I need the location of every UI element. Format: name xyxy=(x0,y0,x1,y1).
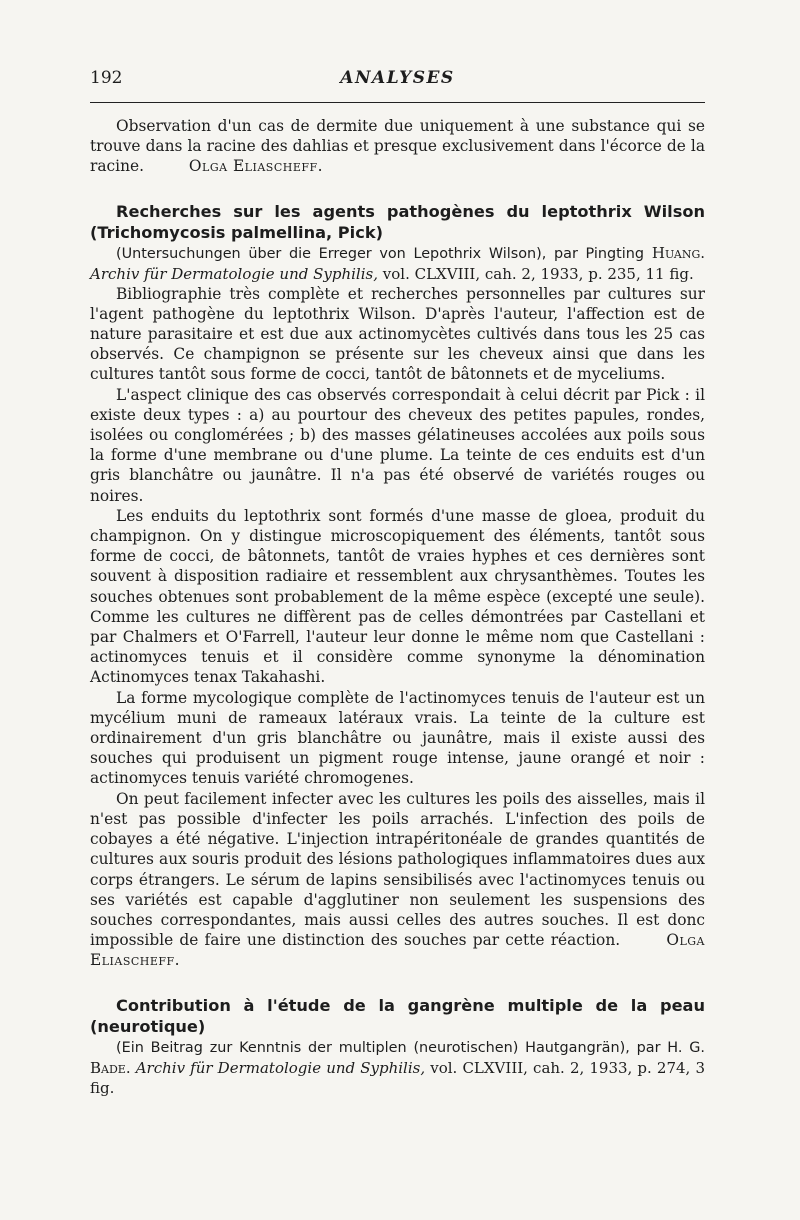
article-author: Huang. xyxy=(651,243,705,262)
article-title: Recherches sur les agents pathogènes du leptothrix Wilson (Trichomycosis palmellina, Pick) xyxy=(90,201,705,242)
article-signature: Olga Eliascheff. xyxy=(90,931,705,970)
article-reference xyxy=(90,1037,705,1098)
article-entry xyxy=(90,995,705,1098)
page-number: 192 xyxy=(90,68,123,88)
running-head: ANALYSES xyxy=(340,68,455,88)
abstract-text: Observation d'un cas de dermite due uniquement à une substance qui se trouve dans la racine des dahlias et presque exclusivement dans l'écorce de la racine. xyxy=(90,117,705,176)
journal-name: Archiv für Dermatologie und Syphilis, xyxy=(135,1058,426,1077)
header-rule xyxy=(90,102,705,103)
article-paragraph-text: On peut facilement infecter avec les cultures les poils des aisselles, mais il n'est pas possible d'infecter les poils arrachés. L'infection des poils de cobayes a été négative. L'injection intrapéritonéale de grandes quantités de cultures aux souris produit des lésions pathologiques inflammatoires dues aux corps étrangers. Le sérum de lapins sensibilisés avec l'actinomyces tenuis ou ses variétés est capable d'agglutiner non seulement les suspensions des souches correspondantes, mais aussi celles des autres souches. Il est donc impossible de faire une distinction des souches par cette réaction. xyxy=(90,789,705,950)
page-body xyxy=(90,116,705,1098)
page-header xyxy=(90,68,705,96)
article-paragraph: Les enduits du leptothrix sont formés d'une masse de gloea, produit du champignon. On y distingue microscopiquement des éléments, tantôt sous forme de cocci, de bâtonnets, tantôt de vraies hyphes et ces dernières sont souvent à disposition radiaire et ressemblent aux chrysanthèmes. Toutes les souches obtenues sont probablement de la même espèce (excepté une seule). Comme les cultures ne diffèrent pas de celles démontrées par Castellani et par Chalmers et O'Farrell, l'auteur leur donne le même nom que Castellani : actinomyces tenuis et il considère comme synonyme la dénomination Actinomyces tenax Takahashi. xyxy=(90,506,705,687)
article-subtitle: (Ein Beitrag zur Kenntnis der multiplen (neurotischen) Hautgangrän), par H. G. xyxy=(116,1039,705,1056)
article-entry xyxy=(90,201,705,284)
article-paragraph: La forme mycologique complète de l'actinomyces tenuis de l'auteur est un mycélium muni de rameaux latéraux vrais. La teinte de la culture est ordinairement d'un gris blanchâtre ou jaunâtre, mais il existe aussi des souches qui produisent un pigment rouge intense, jaune orangé et noir : actinomyces tenuis variété chromogenes. xyxy=(90,688,705,788)
abstract-paragraph xyxy=(90,116,705,177)
abstract-signature: Olga Eliascheff. xyxy=(188,157,324,176)
article-paragraph: L'aspect clinique des cas observés correspondait à celui décrit par Pick : il existe deux types : a) au pourtour des cheveux des petites papules, rondes, isolées ou conglomérées ; b) des masses gélatineuses accolées aux poils sous la forme d'une membrane ou d'une plume. La teinte de ces enduits est d'un gris blanchâtre ou jaunâtre. Il n'a pas été observé de variétés rouges ou noires. xyxy=(90,385,705,505)
journal-details: vol. CLXVIII, cah. 2, 1933, p. 274, 3 fig. xyxy=(90,1058,705,1097)
article-paragraph xyxy=(90,789,705,971)
journal-name: Archiv für Dermatologie und Syphilis, xyxy=(90,264,378,283)
article-reference xyxy=(90,243,705,284)
journal-details: vol. CLXVIII, cah. 2, 1933, p. 235, 11 fig. xyxy=(382,264,694,283)
article-paragraph: Bibliographie très complète et recherches personnelles par cultures sur l'agent pathogène du leptothrix Wilson. D'après l'auteur, l'affection est de nature parasitaire et est due aux actinomycètes cultivés dans tous les 25 cas observés. Ce champignon se présente sur les cheveux ainsi que dans les cultures tantôt sous forme de cocci, tantôt de bâtonnets et de myceliums. xyxy=(90,284,705,384)
article-subtitle: (Untersuchungen über die Erreger von Lepothrix Wilson), par Pingting xyxy=(116,245,645,262)
article-author: Bade. xyxy=(90,1058,131,1077)
article-title: Contribution à l'étude de la gangrène multiple de la peau (neurotique) xyxy=(90,995,705,1036)
